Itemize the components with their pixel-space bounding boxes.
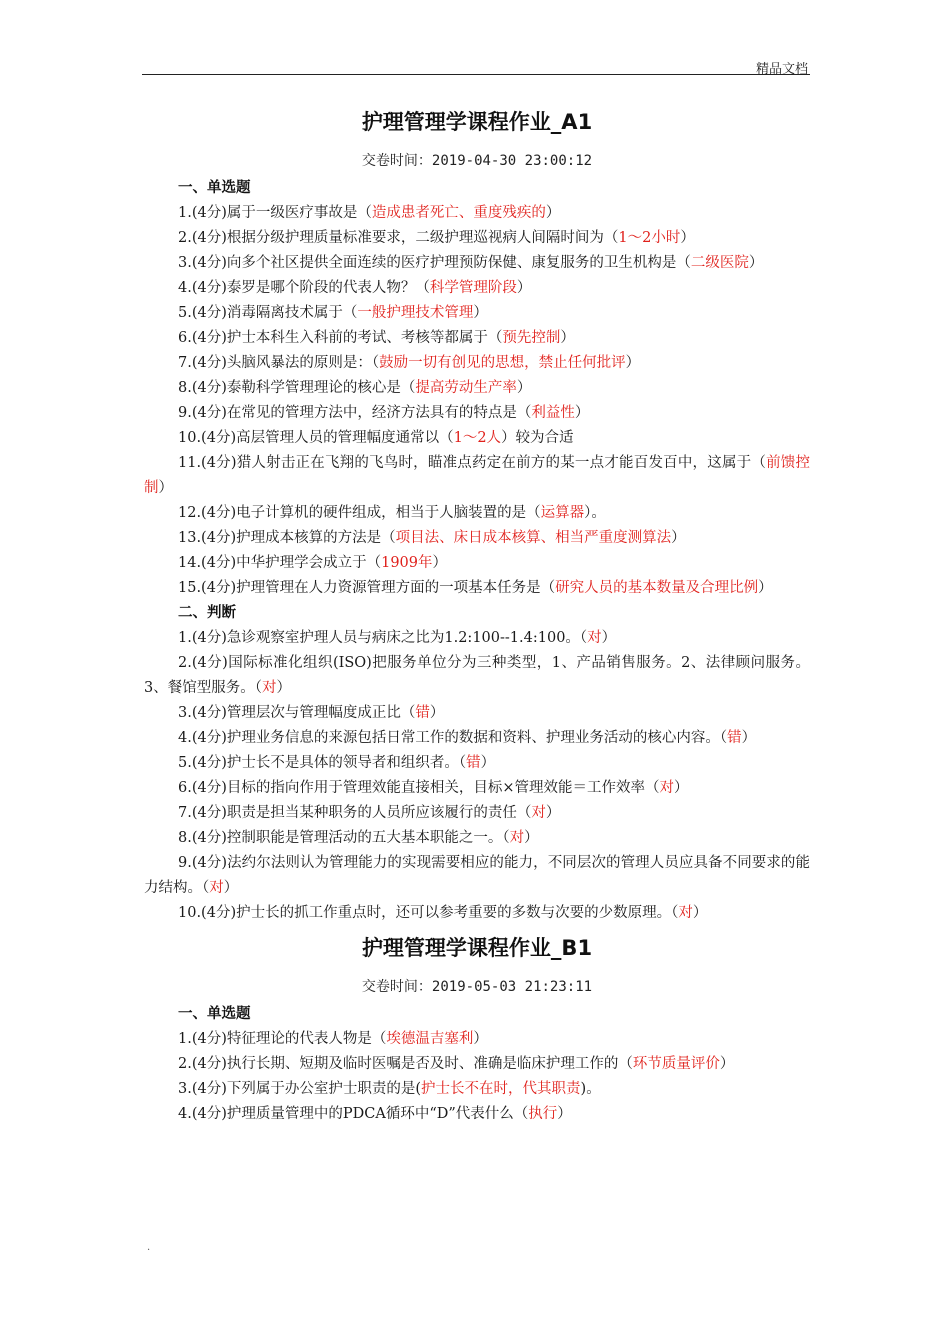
question-text: 14.(4分)中华护理学会成立于（ [178,555,382,571]
question-tail: ） [516,280,532,296]
submit-time: 交卷时间：2019-05-03 21:23:11 [361,979,593,995]
answer-text: 1～2小时 [618,230,681,246]
question-item [144,1102,810,1127]
question-tail: ） [674,780,689,796]
question-item [144,851,810,901]
question-tail: ） [574,405,590,421]
question-item [144,901,810,926]
answer-text: 项目法、床日成本核算、相当严重度测算法 [395,530,672,546]
question-text: 6.(4分)目标的指向作用于管理效能直接相关，目标×管理效能＝工作效率（ [178,780,660,796]
question-text: 12.(4分)电子计算机的硬件组成，相当于人脑装置的是（ [178,505,541,521]
question-text: 4.(4分)泰罗是哪个阶段的代表人物？（ [178,280,430,296]
question-item [144,426,810,451]
question-text: 5.(4分)护士长不是具体的领导者和组织者。（ [178,755,467,771]
question-tail: ） [158,480,173,496]
answer-text: 对 [261,680,277,696]
question-item [144,1052,810,1077]
question-text: 9.(4分)在常见的管理方法中，经济方法具有的特点是（ [178,405,532,421]
question-text: 1.(4分)属于一级医疗事故是（ [178,205,372,221]
answer-text: 研究人员的基本数量及合理比例 [555,580,759,596]
header-rule [142,74,810,75]
question-text: 11.(4分)猎人射击正在飞翔的飞鸟时，瞄准点药定在前方的某一点才能百发百中，这属于（ [178,455,767,471]
question-text: 2.(4分)根据分级护理质量标准要求，二级护理巡视病人间隔时间为（ [178,230,619,246]
question-text: 3.(4分)下列属于办公室护士职责的是( [178,1081,422,1097]
question-tail: ） [276,680,291,696]
question-item [144,651,810,701]
answer-text: 二级医院 [690,255,749,271]
question-item [144,1077,810,1102]
question-tail: ） [545,205,561,221]
question-item [144,701,810,726]
answer-text: 对 [659,780,675,796]
question-item [144,526,810,551]
question-item [144,351,810,376]
submit-time: 交卷时间：2019-04-30 23:00:12 [361,153,593,169]
question-item [144,401,810,426]
footer-mark: . [147,1242,151,1253]
question-text: 9.(4分)法约尔法则认为管理能力的实现需要相应的能力，不同层次的管理人员应具备不同要求的能力结构。（ [144,855,810,896]
question-item [144,551,810,576]
answer-text: 环节质量评价 [632,1056,720,1072]
question-tail: ） [601,630,617,646]
answer-text: 错 [415,705,430,721]
question-tail: ） [671,530,686,546]
answer-text: 错 [466,755,481,771]
question-tail: ） [429,705,445,721]
question-item [144,776,810,801]
document-body [144,106,810,1127]
question-item [144,226,810,251]
question-tail: ） [560,330,575,346]
question-tail: ） [516,380,532,396]
question-text: 15.(4分)护理管理在人力资源管理方面的一项基本任务是（ [178,580,556,596]
question-text: 7.(4分)头脑风暴法的原则是：（ [178,355,380,371]
answer-text: 1909年 [381,555,433,571]
question-item [144,376,810,401]
answer-text: 对 [531,805,546,821]
question-tail: ） [692,905,708,921]
question-item [144,501,810,526]
answer-text: 执行 [528,1106,558,1122]
question-tail: ） [545,805,561,821]
question-text: 8.(4分)泰勒科学管理理论的核心是（ [178,380,416,396]
question-item [144,576,810,601]
answer-text: 科学管理阶段 [429,280,517,296]
question-item [144,726,810,751]
question-tail: ） [680,230,695,246]
answer-text: 鼓励一切有创见的思想，禁止任何批评 [379,355,626,371]
question-tail: ） [223,880,239,896]
question-tail: ） [625,355,641,371]
question-tail: )。 [580,1081,601,1097]
question-text: 13.(4分)护理成本核算的方法是（ [178,530,396,546]
question-item [144,201,810,226]
question-text: 1.(4分)急诊观察室护理人员与病床之比为1.2:100--1.4:100。（ [178,630,588,646]
answer-text: 1～2人 [453,430,502,446]
answer-text: 一般护理技术管理 [357,305,474,321]
question-tail: ）。 [584,505,606,521]
answer-text: 前馈控制 [144,455,810,496]
question-text: 6.(4分)护士本科生入科前的考试、考核等都属于（ [178,330,503,346]
answer-text: 对 [587,630,602,646]
question-tail: ） [473,305,488,321]
question-text: 8.(4分)控制职能是管理活动的五大基本职能之一。（ [178,830,510,846]
question-text: 3.(4分)向多个社区提供全面连续的医疗护理预防保健、康复服务的卫生机构是（ [178,255,691,271]
question-tail: ） [480,755,496,771]
question-text: 3.(4分)管理层次与管理幅度成正比（ [178,705,416,721]
question-tail: ）较为合适 [501,430,574,446]
answer-text: 对 [509,830,525,846]
question-tail: ） [741,730,757,746]
question-text: 4.(4分)护理业务信息的来源包括日常工作的数据和资料、护理业务活动的核心内容。（ [178,730,728,746]
question-tail: ） [473,1031,488,1047]
answer-text: 运算器 [540,505,585,521]
section-heading: 一、单选题 [178,180,251,196]
question-tail: ） [432,555,448,571]
answer-text: 对 [678,905,693,921]
question-tail: ） [748,255,764,271]
question-item [144,1027,810,1052]
question-item [144,251,810,276]
doc-title: 护理管理学课程作业_B1 [361,936,593,960]
answer-text: 提高劳动生产率 [415,380,517,396]
answer-text: 预先控制 [502,330,561,346]
answer-text: 护士长不在时，代其职责 [421,1081,581,1097]
question-item [144,451,810,501]
section-heading: 二、判断 [178,605,236,621]
answer-text: 造成患者死亡、重度残疾的 [371,205,546,221]
answer-text: 埃德温吉塞利 [386,1031,474,1047]
question-item [144,326,810,351]
answer-text: 错 [727,730,742,746]
question-item [144,751,810,776]
question-text: 2.(4分)国际标准化组织(ISO)把服务单位分为三种类型，1、产品销售服务。2、法律顾问服务。3、餐馆型服务。（ [144,655,810,696]
question-item [144,276,810,301]
question-item [144,626,810,651]
question-tail: ） [557,1106,572,1122]
question-tail: ） [758,580,773,596]
question-text: 10.(4分)护士长的抓工作重点时，还可以参考重要的多数与次要的少数原理。（ [178,905,679,921]
section-heading: 一、单选题 [178,1006,251,1022]
question-text: 5.(4分)消毒隔离技术属于（ [178,305,358,321]
question-item [144,826,810,851]
question-text: 2.(4分)执行长期、短期及临时医嘱是否及时、准确是临床护理工作的（ [178,1056,633,1072]
question-tail: ） [719,1056,735,1072]
question-text: 10.(4分)高层管理人员的管理幅度通常以（ [178,430,454,446]
answer-text: 利益性 [531,405,575,421]
answer-text: 对 [209,880,224,896]
question-text: 4.(4分)护理质量管理中的PDCA循环中“D”代表什么（ [178,1106,529,1122]
question-tail: ） [524,830,539,846]
doc-title: 护理管理学课程作业_A1 [361,110,593,134]
header-label: 精品文档 [755,62,808,77]
question-text: 1.(4分)特征理论的代表人物是（ [178,1031,387,1047]
question-text: 7.(4分)职责是担当某种职务的人员所应该履行的责任（ [178,805,532,821]
question-item [144,301,810,326]
question-item [144,801,810,826]
